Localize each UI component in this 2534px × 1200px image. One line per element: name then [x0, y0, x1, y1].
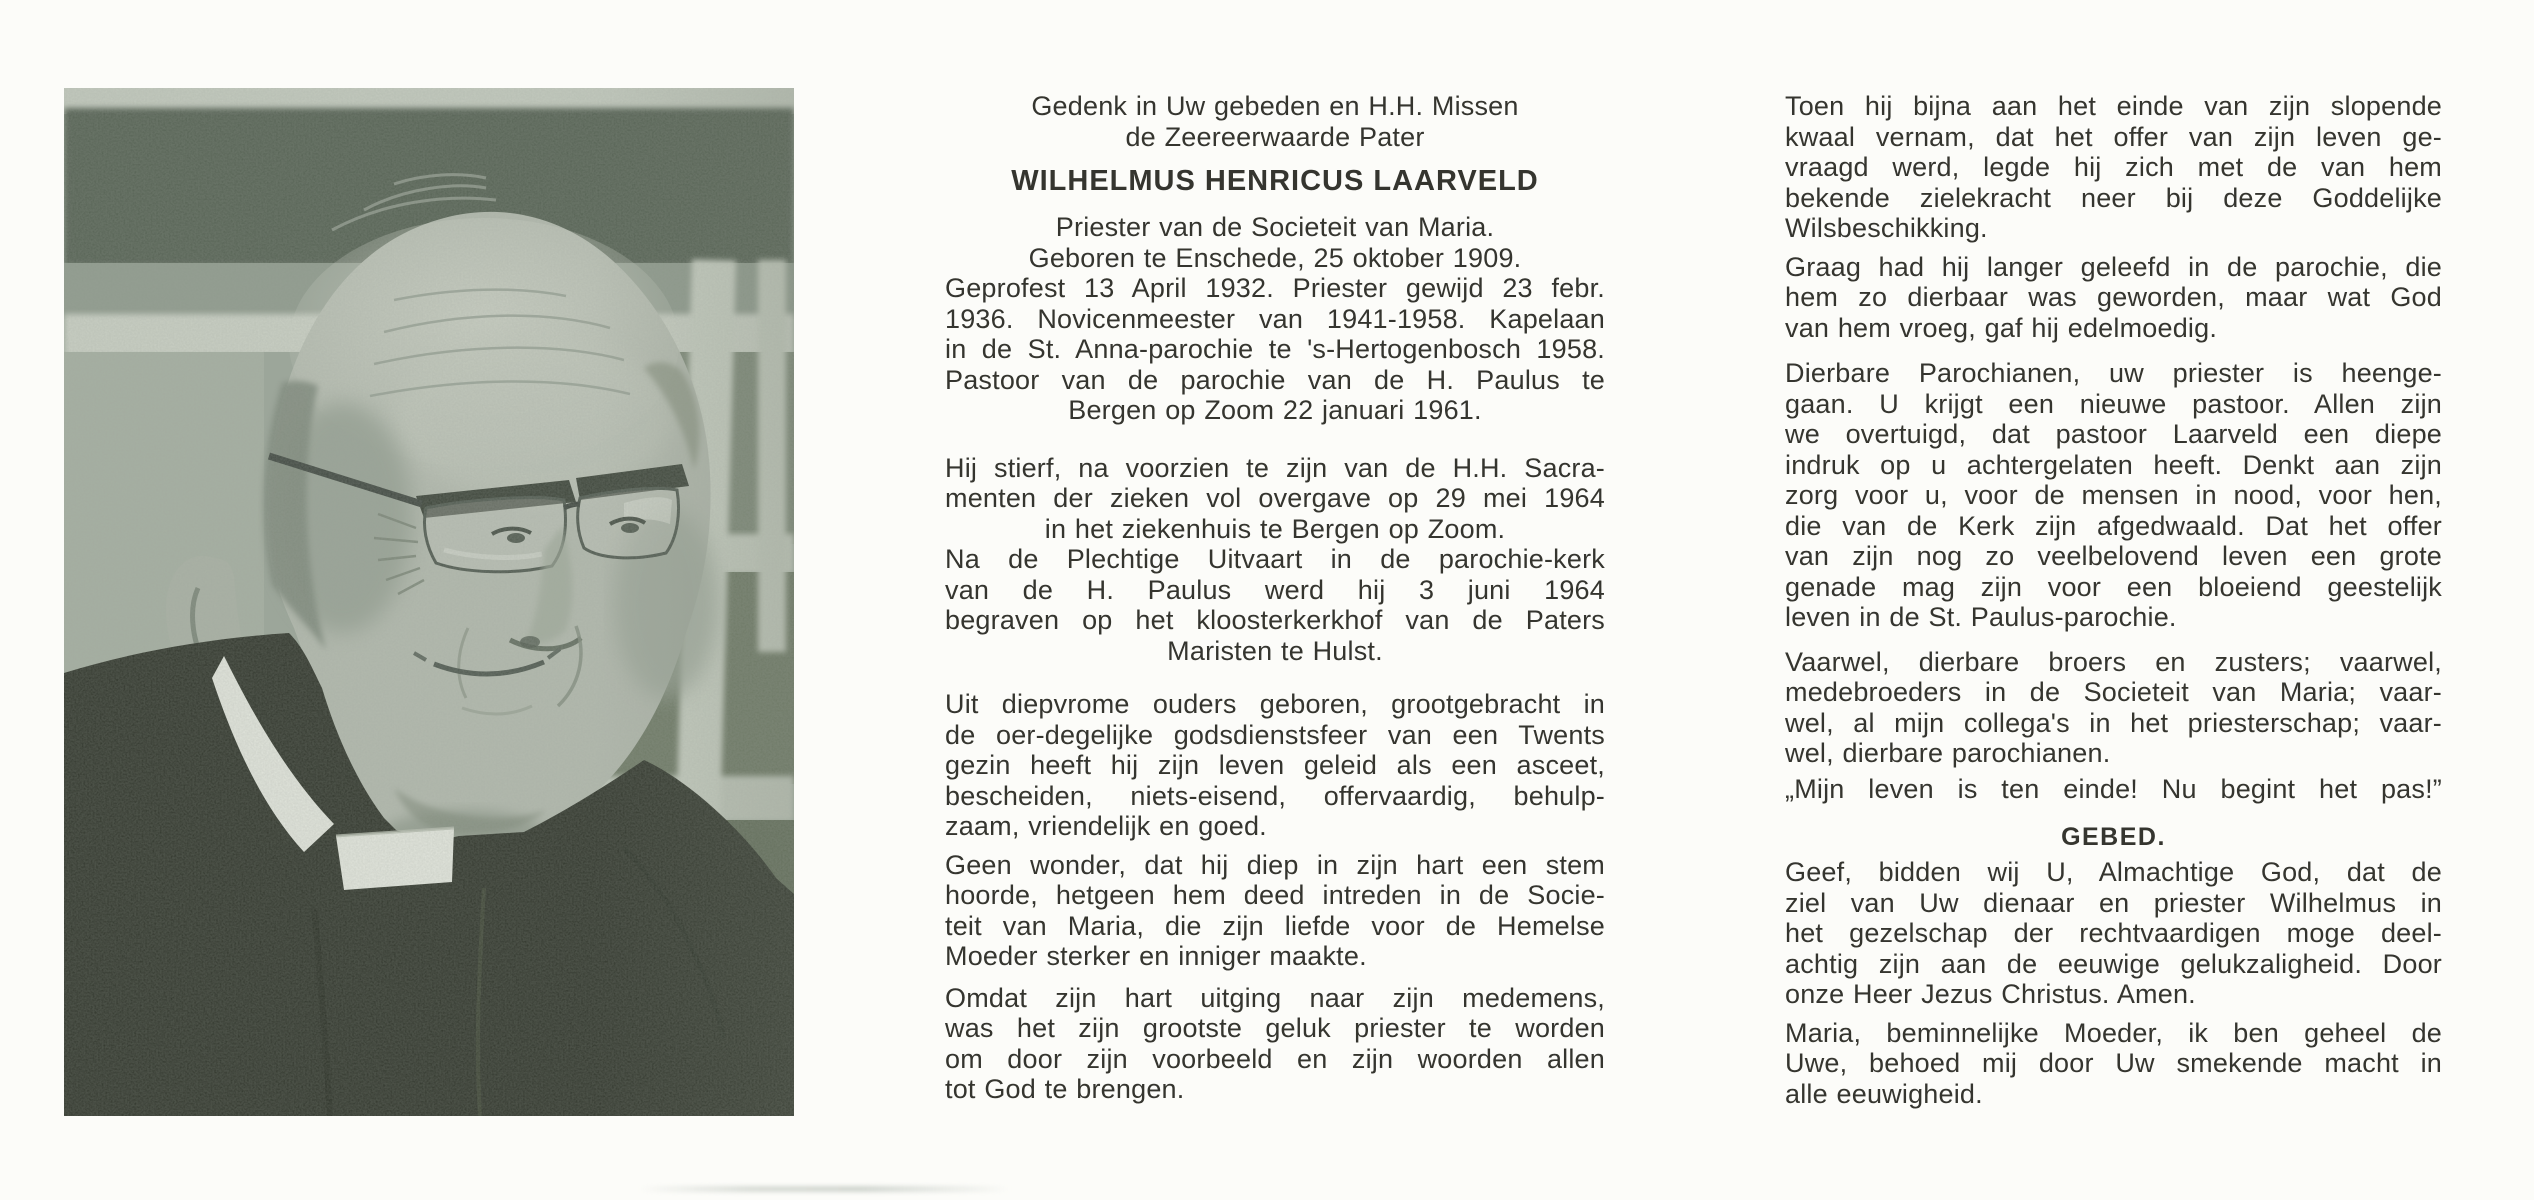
text-line: het gezelschap der rechtvaardigen moge deel-: [1785, 918, 2442, 948]
text-line: om door zijn voorbeeld en zijn woorden allen: [945, 1043, 1605, 1074]
text-line: in het ziekenhuis te Bergen op Zoom.: [1044, 513, 1506, 544]
text-line: Omdat zijn hart uitging naar zijn medemens,: [945, 982, 1605, 1013]
text-line: we overtuigd, dat pastoor Laarveld een diepe: [1785, 419, 2442, 449]
paragraph-death: [945, 453, 1605, 667]
prayer-heading: GEBED.: [2061, 823, 2166, 851]
text-line: in de St. Anna-parochie te 's-Hertogenbosch 1958.: [945, 334, 1605, 364]
text-line: Na de Plechtige Uitvaart in de parochie-kerk: [945, 544, 1605, 574]
scan-artifact: [640, 1186, 1010, 1192]
paragraph-prayer: [1785, 857, 2442, 1010]
priest-portrait-illustration: [64, 88, 794, 1116]
text-line: de Zeereerwaarde Pater: [1125, 121, 1425, 152]
text-line: Geef, bidden wij U, Almachtige God, dat de: [1785, 857, 2442, 887]
paragraph-vita: [945, 212, 1605, 426]
text-line: genade mag zijn voor een bloeiend geestelijk: [1785, 571, 2442, 602]
paragraph-vocation: [945, 850, 1605, 972]
text-line: alle eeuwigheid.: [1785, 1078, 1983, 1109]
paragraph-priesthood: [945, 983, 1605, 1105]
text-line: was het zijn grootste geluk priester te worden: [945, 1013, 1605, 1043]
text-line: van zijn nog zo veelbelovend leven een grote: [1785, 541, 2442, 571]
text-line: Vaarwel, dierbare broers en zusters; vaarwel,: [1785, 646, 2442, 677]
text-line: zorg voor u, voor de mensen in nood, voor hen,: [1785, 480, 2442, 510]
paragraph-maria: [1785, 1018, 2442, 1110]
deceased-name: WILHELMUS HENRICUS LAARVELD: [1011, 165, 1539, 197]
text-line: Gedenk in Uw gebeden en H.H. Missen: [1031, 91, 1519, 121]
text-line: gaan. U krijgt een nieuwe pastoor. Allen zijn: [1785, 388, 2442, 419]
text-line: bekende zielekracht neer bij deze Goddelijke: [1785, 182, 2442, 213]
text-line: wel, dierbare parochianen.: [1785, 738, 2111, 768]
text-line: Pastoor van de parochie van de H. Paulus te: [945, 364, 1605, 395]
paragraph-origins: [945, 689, 1605, 842]
text-line: Geboren te Enschede, 25 oktober 1909.: [1028, 242, 1522, 273]
text-line: teit van Maria, die zijn liefde voor de Hemelse: [945, 910, 1605, 941]
text-line: achtig zijn aan de eeuwige gelukzaligheid. Door: [1785, 948, 2442, 979]
text-line: ziel van Uw dienaar en priester Wilhelmus in: [1785, 887, 2442, 918]
text-line: Wilsbeschikking.: [1785, 213, 1988, 243]
text-line: tot God te brengen.: [945, 1074, 1185, 1104]
text-line: Bergen op Zoom 22 januari 1961.: [1068, 395, 1482, 425]
card-text-right-panel: [1785, 82, 2442, 1109]
text-line: Geen wonder, dat hij diep in zijn hart een stem: [945, 849, 1605, 880]
paragraph-parishioners: [1785, 358, 2442, 633]
text-line: kwaal vernam, dat het offer van zijn leven ge-: [1785, 121, 2442, 152]
paragraph-parish: [1785, 252, 2442, 344]
portrait-photo: [64, 88, 794, 1116]
text-line: medebroeders in de Societeit van Maria; vaar-: [1785, 677, 2442, 707]
text-line: Geprofest 13 April 1932. Priester gewijd 23 febr.: [945, 273, 1605, 303]
text-line: Moeder sterker en inniger maakte.: [945, 941, 1367, 971]
text-line: Uwe, behoed mij door Uw smekende macht in: [1785, 1048, 2442, 1078]
text-line: Priester van de Societeit van Maria.: [1055, 212, 1495, 242]
text-line: hoorde, hetgeen hem deed intreden in de Socie-: [945, 880, 1605, 910]
text-line: leven in de St. Paulus-parochie.: [1785, 602, 2177, 632]
text-line: Toen hij bijna aan het einde van zijn slopende: [1785, 91, 2442, 121]
paragraph-farewell: [1785, 647, 2442, 769]
text-line: Maristen te Hulst.: [1167, 635, 1383, 666]
text-line: van hem vroeg, gaf hij edelmoedig.: [1785, 312, 2218, 343]
text-line: „Mijn leven is ten einde! Nu begint het pas!”: [1785, 773, 2442, 804]
quote-line: [1785, 774, 2442, 805]
text-line: die van de Kerk zijn afgedwaald. Dat het offer: [1785, 510, 2442, 541]
text-line: begraven op het kloosterkerkhof van de Paters: [945, 605, 1605, 635]
text-line: bescheiden, niets-eisend, offervaardig, behulp-: [945, 780, 1605, 811]
text-line: zaam, vriendelijk en goed.: [945, 811, 1267, 841]
text-line: van de H. Paulus werd hij 3 juni 1964: [945, 574, 1605, 605]
text-line: hem zo dierbaar was geworden, maar wat God: [1785, 282, 2442, 312]
text-line: vraagd werd, legde hij zich met de van hem: [1785, 152, 2442, 182]
text-line: wel, al mijn collega's in het priesterschap; vaar-: [1785, 707, 2442, 738]
text-line: gezin heeft hij zijn leven geleid als een asceet,: [945, 750, 1605, 780]
text-line: menten der zieken vol overgave op 29 mei 1964: [945, 483, 1605, 513]
text-line: Maria, beminnelijke Moeder, ik ben geheel de: [1785, 1017, 2442, 1048]
paragraph-illness: [1785, 91, 2442, 244]
text-line: onze Heer Jezus Christus. Amen.: [1785, 979, 2196, 1009]
text-line: indruk op u achtergelaten heeft. Denkt aan zijn: [1785, 449, 2442, 480]
text-line: Hij stierf, na voorzien te zijn van de H.H. Sacra-: [945, 452, 1605, 483]
text-line: Graag had hij langer geleefd in de parochie, die: [1785, 251, 2442, 282]
text-line: 1936. Novicenmeester van 1941-1958. Kapelaan: [945, 303, 1605, 334]
intro-lines: [945, 91, 1605, 152]
text-line: Dierbare Parochianen, uw priester is heenge-: [1785, 358, 2442, 388]
text-line: Uit diepvrome ouders geboren, grootgebracht in: [945, 689, 1605, 719]
card-text-left-panel: [945, 82, 1605, 1105]
text-line: de oer-degelijke godsdienstsfeer van een Twents: [945, 719, 1605, 750]
